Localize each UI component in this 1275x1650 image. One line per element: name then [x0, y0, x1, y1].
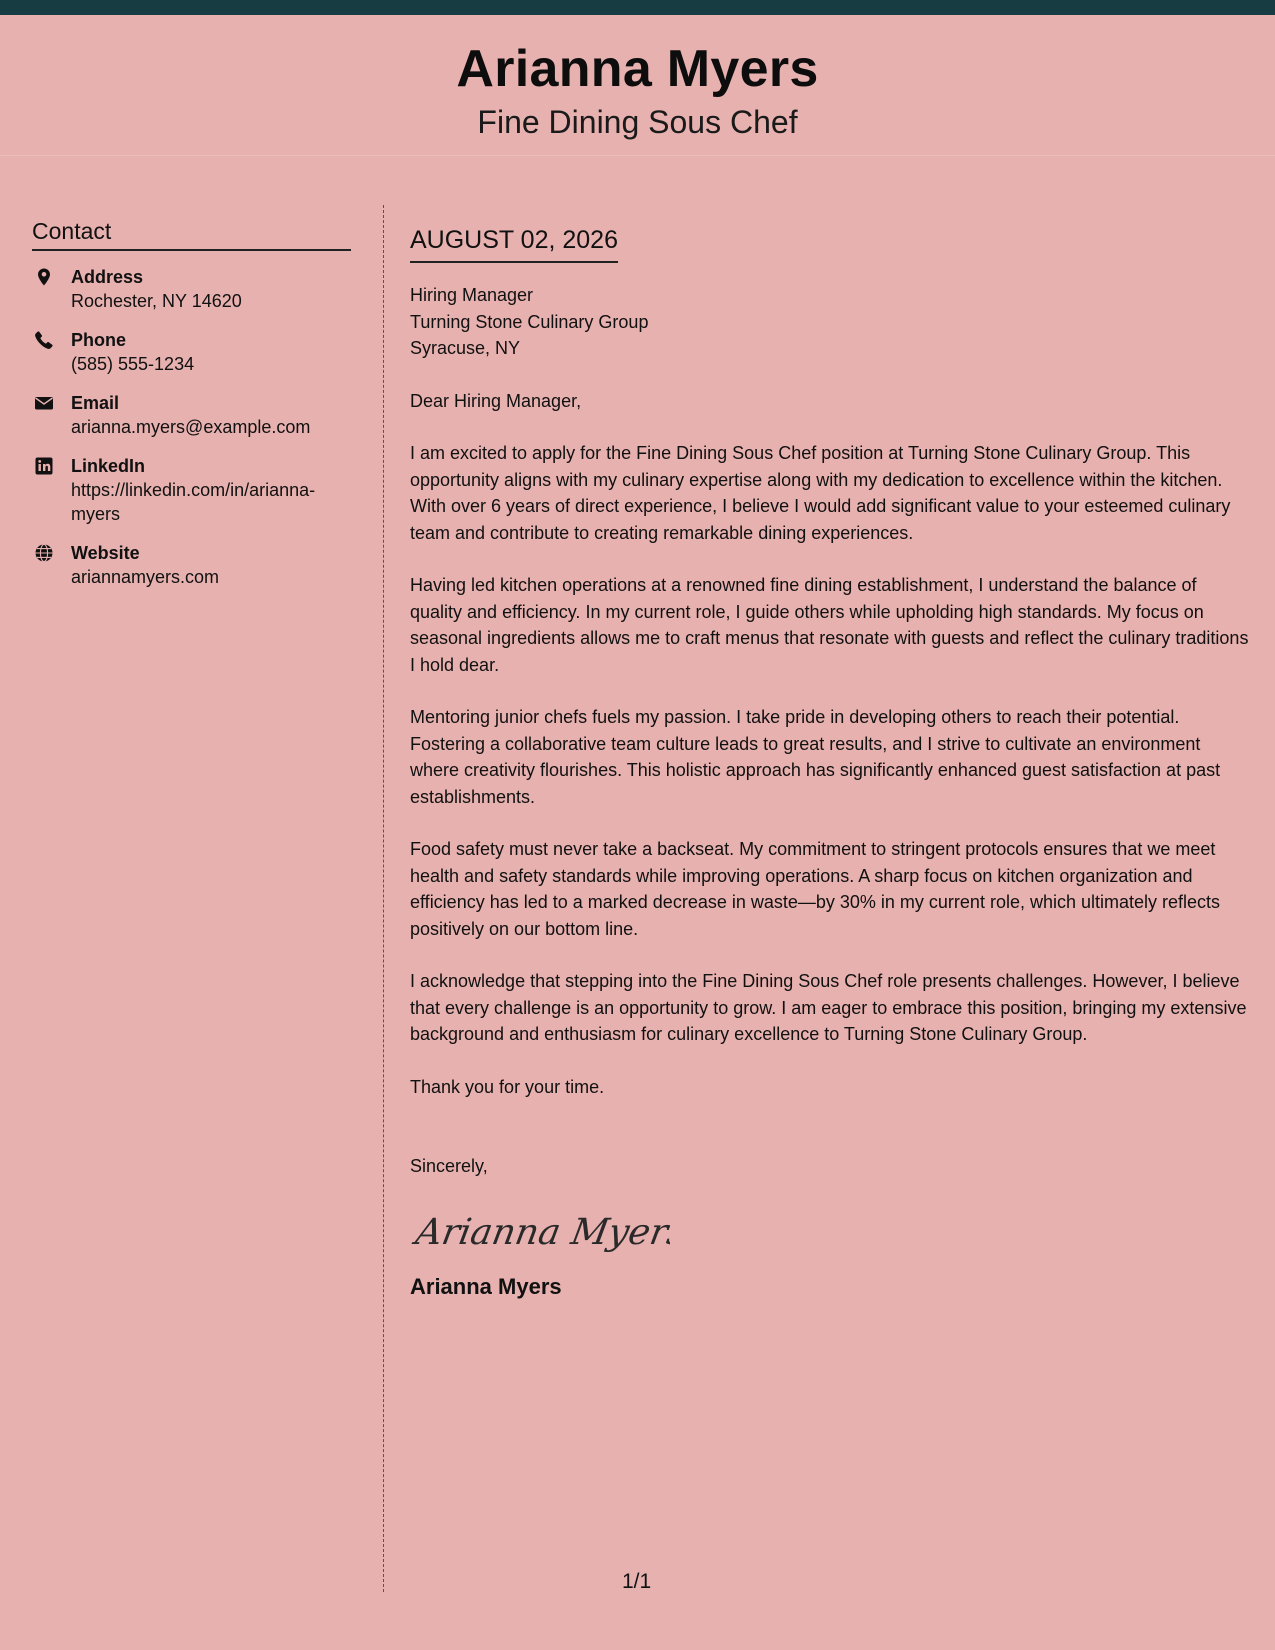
signer-name: Arianna Myers — [410, 1273, 562, 1299]
applicant-name: Arianna Myers — [456, 40, 819, 98]
body-paragraph: I am excited to apply for the Fine Dining Sous Chef position at Turning Stone Culinary Group. This opportunity aligns with my culinary expertise along with my dedication to excellence within the kitchen. With over 6 years of direct experience, I believe I would add significant value to your esteemed culinary team and contribute to creating remarkable dining experiences. — [410, 443, 1231, 543]
letter-header — [0, 15, 1275, 156]
contact-item-linkedin — [32, 454, 351, 526]
globe-icon — [34, 543, 54, 563]
salutation: Dear Hiring Manager, — [410, 390, 582, 411]
website-label: Website — [71, 542, 140, 563]
website-value[interactable]: ariannamyers.com — [71, 566, 220, 587]
linkedin-label: LinkedIn — [71, 455, 146, 476]
closing: Sincerely, — [410, 1156, 488, 1176]
column-divider — [383, 205, 384, 1592]
contact-item-email — [32, 391, 351, 439]
body-paragraph: Having led kitchen operations at a renowned fine dining establishment, I understand the balance of quality and efficiency. In my current role, I guide others while upholding high standards. My focus on seasonal ingredients allows me to craft menus that resonate with guests and reflect the culinary traditions I hold dear. — [410, 575, 1249, 675]
body-paragraph: Food safety must never take a backseat. My commitment to stringent protocols ensures that we meet health and safety standards while improving operations. A sharp focus on kitchen organization and efficiency has led to a marked decrease in waste—by 30% in my current role, which ultimately reflects positively on our bottom line. — [410, 839, 1221, 939]
handwritten-signature — [410, 1200, 670, 1260]
body-paragraph: I acknowledge that stepping into the Fine Dining Sous Chef role presents challenges. However, I believe that every challenge is an opportunity to grow. I am eager to embrace this position, bringing my extensive background and enthusiasm for culinary excellence to Turning Stone Culinary Group. — [410, 971, 1247, 1044]
phone-label: Phone — [71, 329, 127, 350]
linkedin-icon — [34, 456, 54, 476]
letter-date: AUGUST 02, 2026 — [410, 225, 618, 263]
email-label: Email — [71, 392, 120, 413]
email-value: arianna.myers@example.com — [71, 416, 311, 437]
letter-body — [410, 225, 1250, 1300]
recipient-line: Hiring Manager — [410, 285, 534, 305]
phone-value: (585) 555-1234 — [71, 353, 195, 374]
page-number: 1/1 — [622, 1570, 652, 1593]
recipient-line: Syracuse, NY — [410, 338, 521, 358]
thank-you-line: Thank you for your time. — [410, 1076, 605, 1097]
envelope-icon — [34, 393, 54, 413]
contact-heading: Contact — [32, 218, 351, 251]
recipient-line: Turning Stone Culinary Group — [410, 311, 649, 332]
linkedin-value[interactable]: https://linkedin.com/in/arianna-myers — [71, 479, 316, 524]
svg-text:Arianna Myers: Arianna Myers — [412, 1209, 670, 1253]
recipient-block — [410, 282, 1250, 362]
applicant-role: Fine Dining Sous Chef — [477, 104, 798, 140]
contact-sidebar — [32, 218, 351, 589]
contact-item-website — [32, 541, 351, 589]
map-pin-icon — [34, 267, 54, 287]
phone-icon — [34, 330, 54, 350]
contact-item-phone — [32, 328, 351, 376]
body-paragraph: Mentoring junior chefs fuels my passion. I take pride in developing others to reach their potential. Fostering a collaborative team culture leads to great results, and I strive to cultivate an environment where creativity flourishes. This holistic approach has significantly enhanced guest satisfaction at past establishments. — [410, 707, 1221, 807]
address-value: Rochester, NY 14620 — [71, 290, 242, 311]
top-accent-bar — [0, 0, 1275, 15]
contact-item-address — [32, 265, 351, 313]
address-label: Address — [71, 266, 144, 287]
